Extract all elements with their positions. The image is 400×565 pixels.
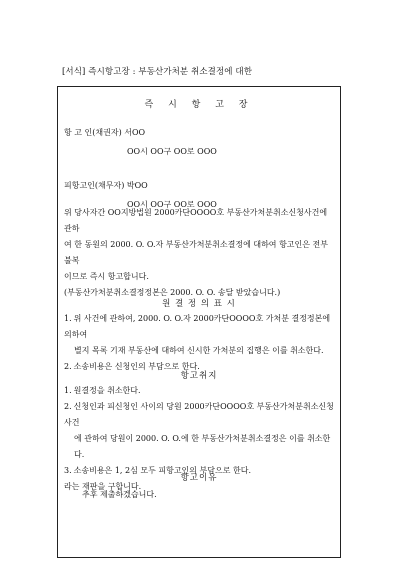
appellee-address: OO시 OO구 OO로 OOO <box>127 200 217 209</box>
document-header: [서식] 즉시항고장 : 부동산가처분 취소결정에 대한 <box>62 67 253 77</box>
appeal-purpose-title: 항고취지 <box>180 371 218 381</box>
appeal-reasons-text: 추후 제출하겠습니다. <box>82 490 157 499</box>
intro-line: (부동산가처분취소결정정본은 2000. O. O. 송달 받았습니다.) <box>64 288 281 297</box>
appellant-address: OO시 OO구 OO로 OOO <box>127 147 217 156</box>
intro-line: 이므로 즉시 항고합니다. <box>64 272 149 281</box>
item-number: 1. <box>64 386 72 395</box>
appellant-label: 항 고 인(채권자) 서OO <box>64 128 146 137</box>
appellant-block <box>64 127 217 157</box>
intro-paragraph <box>64 205 334 301</box>
document-title: 즉 시 항 고 장 <box>144 100 254 110</box>
item-number: 3. <box>64 466 72 475</box>
appellee-label: 피항고인(채무자) 박OO <box>64 181 148 190</box>
item-number: 1. <box>64 314 72 323</box>
item-text: 원결정을 취소한다. <box>73 386 141 395</box>
item-number: 2. <box>64 362 72 371</box>
item-text: 위 사건에 관하여, 2000. O. O.자 2000카단OOOO호 가처분 결정정본에 의하여 <box>64 314 331 339</box>
item-text: 소송비용은 신청인의 부담으로 한다. <box>73 362 200 371</box>
list-item <box>64 311 334 359</box>
closing-text: 라는 재판을 구합니다. <box>64 482 142 491</box>
item-text-continued: 에 관하여 당원이 2000. O. O.에 한 부동산가처분취소결정은 이를 취소한다. <box>74 434 331 459</box>
appeal-reasons-title: 항고이유 <box>180 473 218 483</box>
original-decision-title: 원 결 정 의 표 시 <box>162 299 236 309</box>
item-text: 신청인과 피신청인 사이의 당원 2000카단OOOO호 부동산가처분취소신청 사건 <box>64 402 334 427</box>
list-item <box>64 383 334 399</box>
document-frame <box>57 86 341 558</box>
item-text-continued: 별지 목록 기재 부동산에 대하여 신시한 가처분의 집행은 이를 취소한다. <box>74 346 324 355</box>
list-item <box>64 399 334 463</box>
intro-line: 여 한 동원의 2000. O. O.자 부동산가처분취소결정에 대하여 항고인은 전부 불복 <box>64 240 328 265</box>
intro-line: 위 당사자간 OO지방법원 2000카단OOOO호 부동산가처분취소신청사건에 관하 <box>64 208 328 233</box>
original-decision-list <box>64 311 334 375</box>
item-text: 소송비용은 1, 2심 모두 피항고인의 부담으로 한다. <box>73 466 251 475</box>
item-number: 2. <box>64 402 72 411</box>
